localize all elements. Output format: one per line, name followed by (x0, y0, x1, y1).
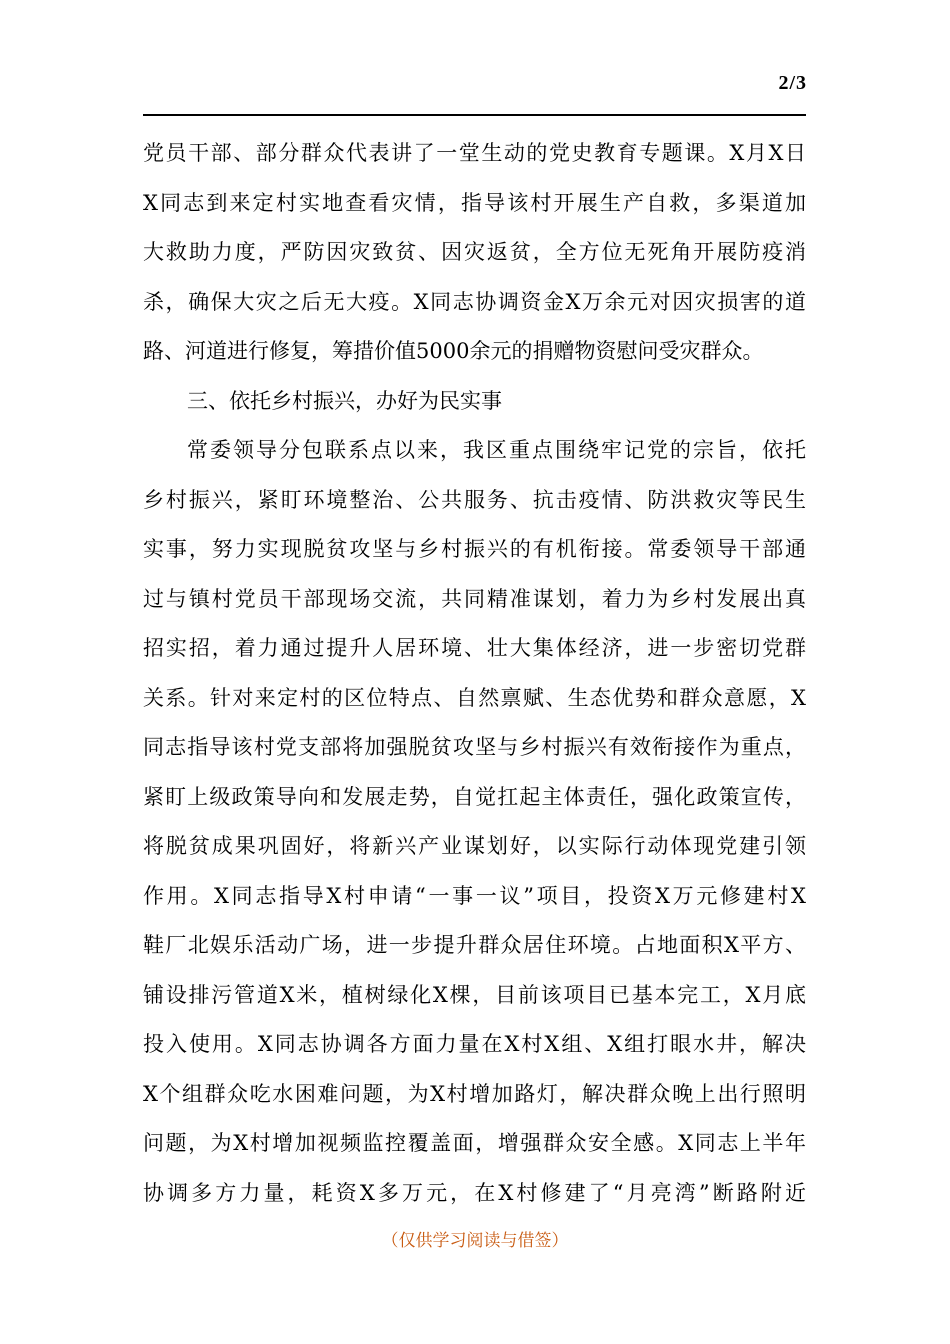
document-body (143, 129, 806, 1218)
text-line: 关系。针对来定村的区位特点、自然禀赋、生态优势和群众意愿，X (143, 685, 806, 710)
text-line: 同志指导该村党支部将加强脱贫攻坚与乡村振兴有效衔接作为重点， (143, 735, 806, 759)
text-line: X同志到来定村实地查看灾情，指导该村开展生产自救，多渠道加 (143, 190, 806, 215)
text-line: 紧盯上级政策导向和发展走势，自觉扛起主体责任，强化政策宣传， (143, 784, 806, 809)
text-line: 杀，确保大灾之后无大疫。X同志协调资金X万余元对因灾损害的道 (143, 289, 806, 314)
text-line: 协调多方力量，耗资X多万元，在X村修建了“月亮湾”断路附近 (143, 1180, 806, 1205)
text-line: 作用。X同志指导X村申请“一事一议”项目，投资X万元修建村X (143, 883, 806, 908)
footer-disclaimer: （仅供学习阅读与借签） (381, 1231, 569, 1251)
text-line: X个组群众吃水困难问题，为X村增加路灯，解决群众晚上出行照明 (143, 1081, 806, 1106)
text-line: 问题，为X村增加视频监控覆盖面，增强群众安全感。X同志上半年 (143, 1131, 806, 1155)
section-heading: 三、依托乡村振兴，办好为民实事 (187, 388, 502, 413)
text-line: 投入使用。X同志协调各方面力量在X村X组、X组打眼水井，解决 (143, 1032, 806, 1056)
text-line: 大救助力度，严防因灾致贫、因灾返贫，全方位无死角开展防疫消 (143, 240, 806, 264)
header-divider (143, 114, 806, 116)
text-line: 将脱贫成果巩固好，将新兴产业谋划好，以实际行动体现党建引领 (143, 834, 806, 858)
text-line: 常委领导分包联系点以来，我区重点围绕牢记党的宗旨，依托 (187, 438, 806, 462)
text-line: 鞋厂北娱乐活动广场，进一步提升群众居住环境。占地面积X平方、 (143, 933, 806, 957)
text-line: 实事，努力实现脱贫攻坚与乡村振兴的有机衔接。常委领导干部通 (143, 537, 806, 561)
text-line: 乡村振兴，紧盯环境整治、公共服务、抗击疫情、防洪救灾等民生 (143, 487, 806, 512)
text-line: 路、河道进行修复，筹措价值5000余元的捐赠物资慰问受灾群众。 (143, 339, 764, 363)
text-line: 党员干部、部分群众代表讲了一堂生动的党史教育专题课。X月X日 (143, 141, 806, 165)
text-line: 铺设排污管道X米，植树绿化X棵，目前该项目已基本完工，X月底 (143, 982, 806, 1007)
text-line: 过与镇村党员干部现场交流，共同精准谋划，着力为乡村发展出真 (143, 586, 806, 611)
page-number: 2/3 (778, 72, 807, 94)
text-line: 招实招，着力通过提升人居环境、壮大集体经济，进一步密切党群 (143, 636, 806, 660)
